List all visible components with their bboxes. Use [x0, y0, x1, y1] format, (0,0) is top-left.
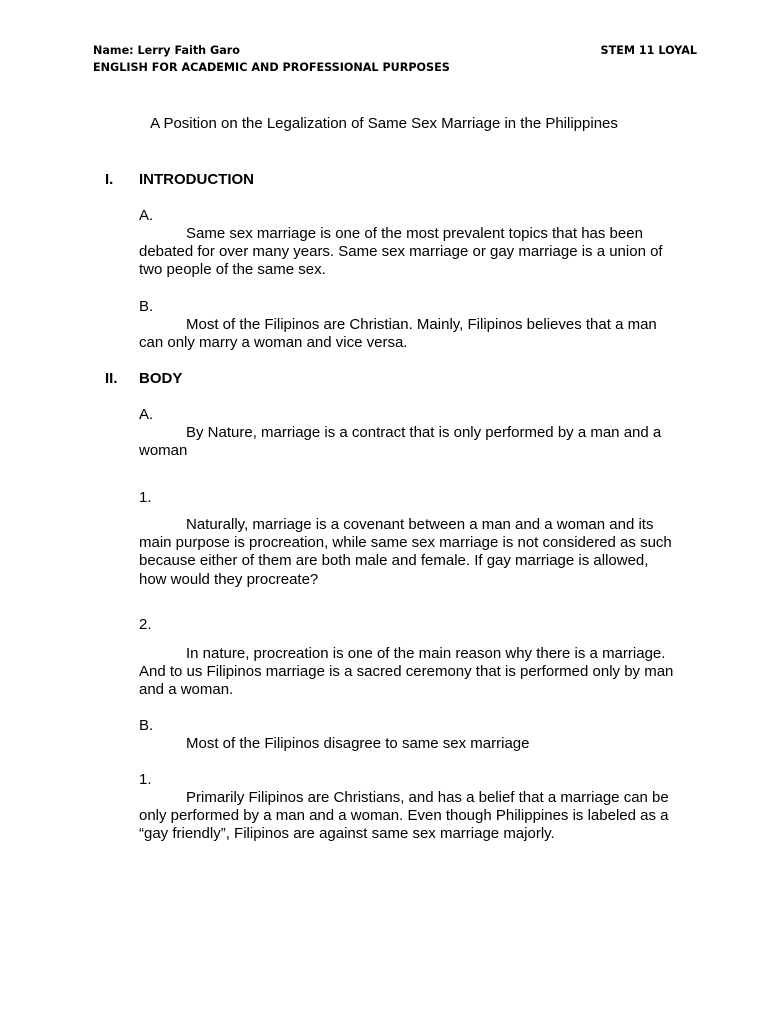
paragraph: Primarily Filipinos are Christians, and has a belief that a marriage can be only performed by a man and a woman. Even though Philippines is labeled as a “gay friendly”, Filipinos are against same sex marriage majorly.: [139, 789, 669, 843]
document-title: A Position on the Legalization of Same Sex Marriage in the Philippines: [150, 115, 618, 132]
paragraph: In nature, procreation is one of the main reason why there is a marriage. And to us Filipinos marriage is a sacred ceremony that is performed only by man and a woman.: [139, 645, 674, 699]
paragraph: By Nature, marriage is a contract that is only performed by a man and a woman: [139, 424, 662, 460]
item-marker: 2.: [139, 616, 152, 633]
item-marker: A.: [139, 207, 154, 224]
document-header: [93, 42, 697, 76]
item-marker: 1.: [139, 771, 152, 788]
section-title: BODY: [139, 370, 183, 387]
paragraph: Same sex marriage is one of the most prevalent topics that has been debated for over many years. Same sex marriage or gay marriage is a union of two people of the same sex.: [139, 225, 663, 279]
item-marker: B.: [139, 717, 154, 734]
section-title: INTRODUCTION: [139, 171, 254, 188]
paragraph: Most of the Filipinos disagree to same sex marriage: [186, 735, 530, 752]
section-number: II.: [105, 370, 118, 387]
header-top-row: [93, 42, 697, 59]
paragraph: Naturally, marriage is a covenant between a man and a woman and its main purpose is procreation, while same sex marriage is not considered as such because either of them are both male and female. If gay marriage is allowed, how would they procreate?: [139, 516, 672, 588]
section-number: I.: [105, 171, 114, 188]
student-name: Name: Lerry Faith Garo: [93, 44, 240, 57]
item-marker: A.: [139, 406, 154, 423]
course-name: ENGLISH FOR ACADEMIC AND PROFESSIONAL PURPOSES: [93, 61, 450, 74]
paragraph: Most of the Filipinos are Christian. Mainly, Filipinos believes that a man can only marry a woman and vice versa.: [139, 316, 657, 352]
item-marker: 1.: [139, 489, 152, 506]
class-section: STEM 11 LOYAL: [600, 44, 697, 57]
item-marker: B.: [139, 298, 154, 315]
